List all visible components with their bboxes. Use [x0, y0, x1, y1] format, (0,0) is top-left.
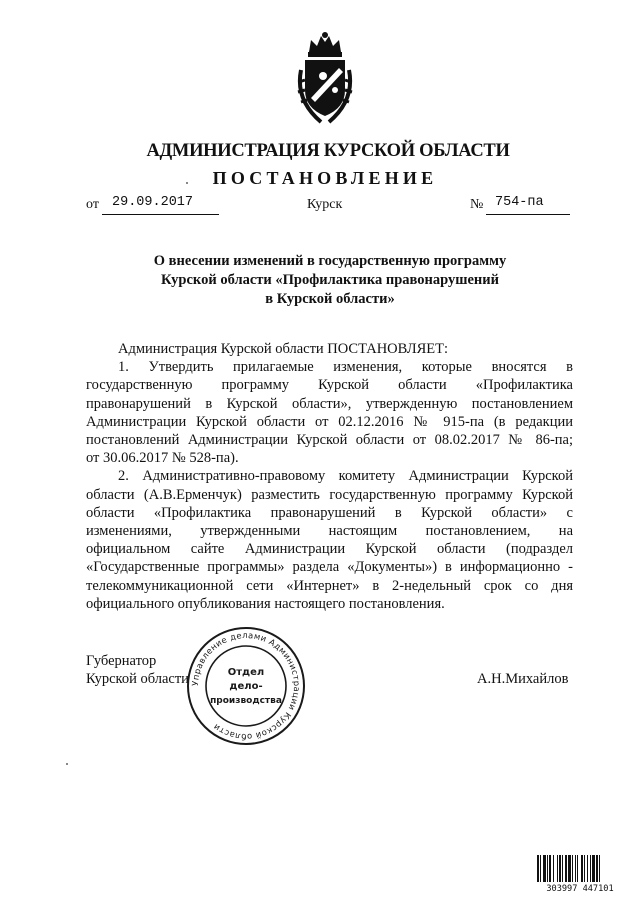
paragraph-line: государственную программу Курской области «Профилактика [86, 377, 573, 394]
barcode-bar [537, 855, 539, 882]
coat-of-arms-emblem [293, 30, 357, 126]
barcode-bar [590, 855, 591, 882]
organization-title: АДМИНИСТРАЦИЯ КУРСКОЙ ОБЛАСТИ [146, 141, 510, 161]
barcode-bar [592, 855, 595, 882]
signatory-name: А.Н.Михайлов [477, 671, 569, 687]
document-date: 29.09.2017 [112, 195, 194, 210]
paragraph-line: официального опубликования настоящего постановления. [86, 595, 445, 612]
scan-speck [66, 763, 68, 765]
paragraph-line: изменениями, утвержденными настоящим постановлением, на [86, 523, 573, 540]
document-number: 754-па [495, 195, 544, 210]
paragraph-1 [86, 358, 573, 467]
date-underline [102, 214, 219, 215]
stamp-center-text: Отдел [227, 667, 265, 678]
stamp-center-text: дело- [229, 681, 263, 692]
paragraph-line: правонарушений в Курской области», утвержденную постановлением [86, 395, 573, 412]
barcode-bar [549, 855, 551, 882]
paragraph-line: «Государственные программы» раздела «Документы») в информационно - [86, 559, 573, 576]
paragraph-line: области (А.В.Ерменчук) разместить государственную программу Курской [86, 486, 573, 503]
barcode-bar [596, 855, 598, 882]
barcode-bar [547, 855, 548, 882]
position-line: Курской области [86, 671, 189, 687]
city-label: Курск [307, 197, 343, 212]
barcode-bar [599, 855, 600, 882]
subject-line: в Курской области» [265, 291, 395, 307]
barcode-bar [562, 855, 563, 882]
number-prefix: № [470, 197, 484, 212]
barcode-bars [537, 855, 600, 882]
position-line: Губернатор [86, 653, 157, 669]
number-underline [486, 214, 570, 215]
paragraph-line: официальном сайте Администрации Курской области (подраздел [86, 541, 573, 558]
barcode-bar [587, 855, 588, 882]
barcode-bar [559, 855, 561, 882]
barcode-bar [581, 855, 583, 882]
barcode-bar [557, 855, 558, 882]
paragraph-line: Администрации Курской области от 02.12.2016 № 915-па (в редакции [86, 413, 573, 430]
paragraph-line: 2. Административно-правовому комитету Администрации Курской [118, 468, 573, 485]
office-stamp [185, 625, 307, 747]
barcode-bar [584, 855, 585, 882]
paragraph-line: 1. Утвердить прилагаемые изменения, которые вносятся в [118, 359, 573, 376]
barcode-bar [553, 855, 554, 882]
barcode-digits: 303997 447101 [546, 884, 614, 893]
date-prefix: от [86, 197, 99, 212]
paragraph-line: области «Профилактика правонарушений в Курской области» с [86, 504, 573, 521]
subject-line: Курской области «Профилактика правонарушений [161, 272, 499, 288]
barcode-bar [568, 855, 571, 882]
intro-paragraph: Администрация Курской области ПОСТАНОВЛЯЕТ: [118, 341, 449, 357]
paragraph-line: телекоммуникационной сети «Интернет» в 2-недельный срок со дня [86, 577, 573, 594]
paragraph-line: постановлений Администрации Курской области от 08.02.2017 № 86-па; [86, 432, 573, 449]
document-body [86, 340, 573, 613]
barcode-bar [565, 855, 567, 882]
barcode [535, 853, 625, 893]
stamp-ring-text: Управление делами Администрации Курской области [189, 629, 303, 743]
barcode-bar [577, 855, 578, 882]
barcode-bar [543, 855, 546, 882]
barcode-bar [540, 855, 541, 882]
barcode-bar [575, 855, 576, 882]
document-type-title: ПОСТАНОВЛЕНИЕ [212, 168, 438, 188]
scan-speck [186, 182, 188, 184]
paragraph-2 [86, 467, 573, 613]
barcode-bar [572, 855, 573, 882]
subject-line: О внесении изменений в государственную программу [153, 253, 507, 269]
signatory-position [86, 652, 189, 688]
paragraph-line: от 30.06.2017 № 528-па). [86, 450, 239, 467]
document-subject [0, 252, 640, 309]
stamp-center-text: производства [210, 696, 282, 706]
